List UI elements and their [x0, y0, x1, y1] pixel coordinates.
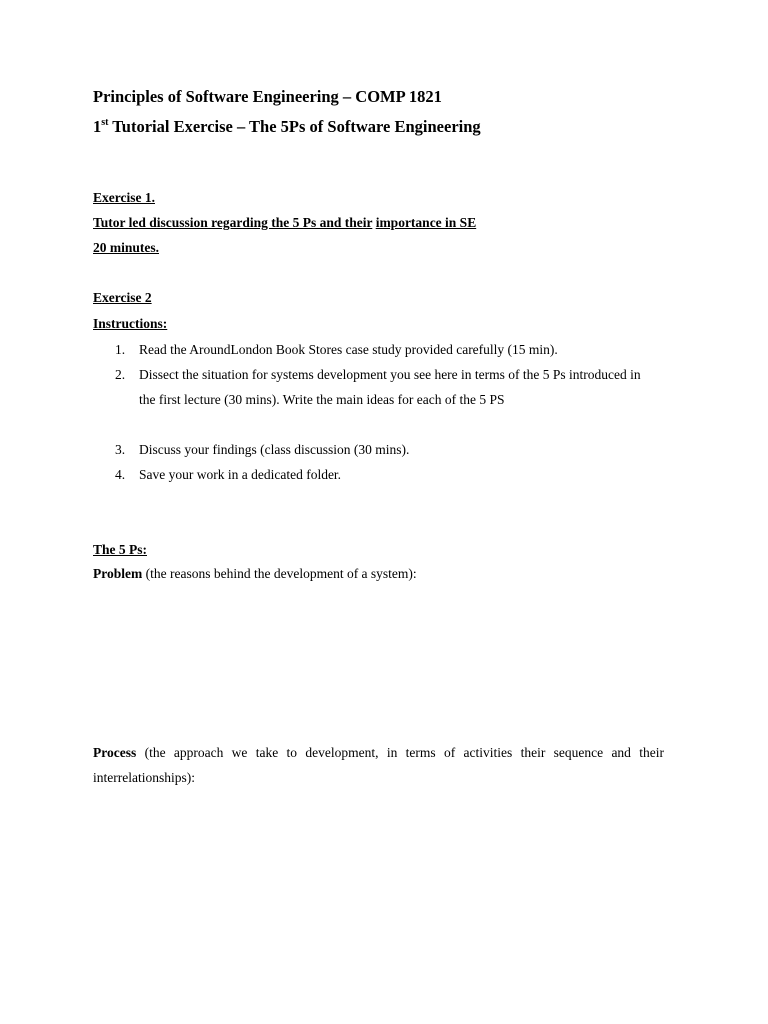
problem-description: (the reasons behind the development of a system): [142, 566, 417, 581]
process-label: Process [93, 745, 137, 760]
process-section [93, 740, 664, 790]
exercise1-heading: Exercise 1. [93, 190, 155, 205]
tutorial-ordinal: 1 [93, 117, 102, 136]
tutorial-title [93, 117, 481, 137]
exercise2-heading: Exercise 2 [93, 290, 152, 305]
instruction-text: Discuss your findings (class discussion (30 mins). [139, 442, 410, 457]
tutorial-title-text: Tutorial Exercise – The 5Ps of Software Engineering [108, 117, 481, 136]
five-ps-heading: The 5 Ps: [93, 542, 147, 557]
instructions-heading: Instructions: [93, 316, 168, 331]
exercise1-description [93, 214, 476, 232]
instruction-text: Read the AroundLondon Book Stores case study provided carefully (15 min). [139, 342, 558, 357]
instruction-text: Save your work in a dedicated folder. [139, 467, 342, 482]
instruction-number: 1. [115, 342, 126, 357]
problem-label: Problem [93, 566, 143, 581]
instruction-number: 4. [115, 467, 126, 482]
exercise1-duration: 20 minutes. [93, 240, 160, 255]
instruction-text: Dissect the situation for systems development you see here in terms of the 5 Ps introduced in the first lecture (30 mins). Write the main ideas for each of the 5 PS [139, 367, 641, 407]
document-title [93, 87, 442, 107]
tutorial-ordinal-suffix: st [101, 116, 109, 128]
course-title: Principles of Software Engineering – COMP 1821 [93, 87, 442, 106]
exercise1-desc-part1: Tutor led discussion regarding the 5 Ps and their [93, 215, 373, 230]
instruction-number: 2. [115, 367, 126, 382]
instruction-number: 3. [115, 442, 126, 457]
problem-section [93, 565, 417, 583]
process-description: (the approach we take to development, in terms of activities their sequence and their interrelationships): [93, 745, 664, 785]
exercise1-desc-part2: importance in SE [375, 215, 477, 230]
